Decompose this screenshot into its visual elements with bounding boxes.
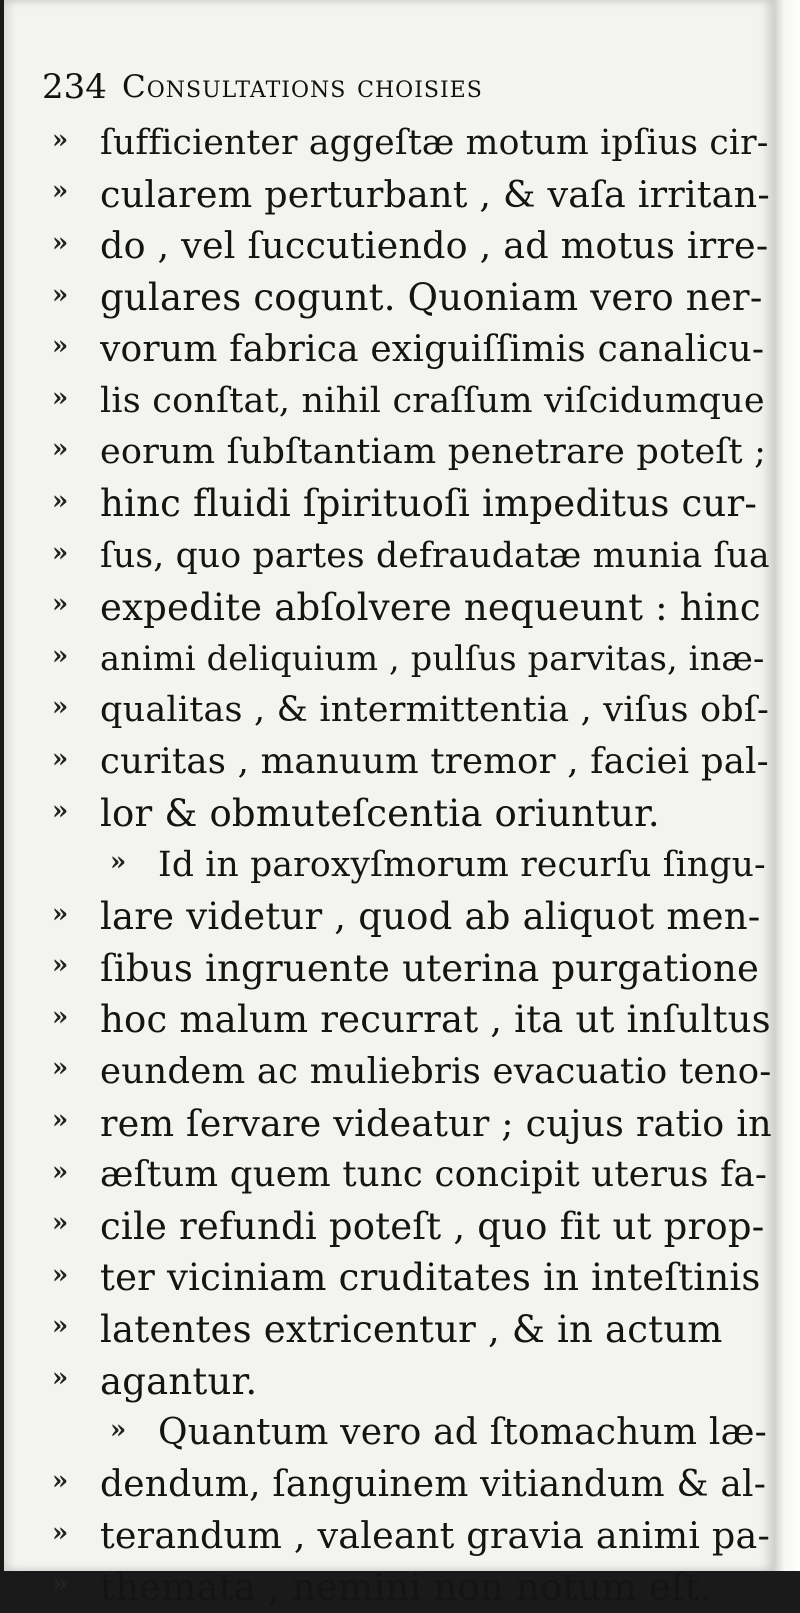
- quote-mark: »: [52, 589, 67, 620]
- quote-mark: »: [52, 1208, 67, 1239]
- quote-mark: »: [52, 227, 67, 258]
- text-line: [52, 478, 772, 530]
- text-line: [52, 117, 772, 169]
- quote-mark: »: [52, 950, 67, 981]
- text-line: [52, 736, 772, 788]
- quote-mark: »: [52, 692, 67, 723]
- line-text: cularem perturbant , & vaſa irritan-: [100, 172, 770, 216]
- page-number: 234: [42, 67, 107, 107]
- text-line: [52, 994, 772, 1046]
- quote-mark: »: [52, 1363, 67, 1394]
- quote-mark: »: [52, 1156, 67, 1187]
- text-line: [52, 427, 772, 479]
- text-line: [52, 943, 772, 995]
- line-text: eundem ac muliebris evacuatio teno-: [100, 1050, 772, 1092]
- line-text: terandum , valeant gravia animi pa-: [100, 1514, 770, 1558]
- text-line: [52, 1510, 772, 1562]
- line-text: vorum fabrica exiguiſſimis canalicu-: [100, 328, 765, 370]
- text-line: [52, 220, 772, 272]
- line-text: Quantum vero ad ſtomachum læ-: [158, 1412, 767, 1454]
- text-line: [52, 1097, 772, 1149]
- quote-mark: »: [110, 1414, 125, 1445]
- text-line: [52, 1407, 772, 1459]
- page-header: [42, 62, 742, 112]
- text-line: [52, 375, 772, 427]
- text-line: [52, 891, 772, 943]
- text-line: [52, 530, 772, 582]
- body-text: [52, 117, 772, 1613]
- quote-mark: »: [52, 485, 67, 516]
- text-line: [52, 1355, 772, 1407]
- quote-mark: »: [52, 434, 67, 465]
- quote-mark: »: [52, 743, 67, 774]
- line-text: lor & obmuteſcentia oriuntur.: [100, 792, 660, 836]
- quote-mark: »: [52, 124, 67, 155]
- text-line: [52, 1458, 772, 1510]
- quote-mark: »: [52, 1001, 67, 1032]
- line-text: latentes extricentur , & in actum: [100, 1307, 723, 1351]
- quote-mark: »: [52, 1311, 67, 1342]
- line-text: ſus, quo partes defraudatæ munia ſua: [100, 535, 770, 576]
- text-line: [52, 839, 772, 891]
- line-text: æſtum quem tunc concipit uterus fa-: [100, 1154, 768, 1196]
- text-line: [52, 581, 772, 633]
- running-head: Consultations choisies: [122, 69, 483, 105]
- text-line: [52, 1200, 772, 1252]
- text-line: [52, 633, 772, 685]
- quote-mark: »: [52, 331, 67, 362]
- quote-mark: »: [52, 795, 67, 826]
- quote-mark: »: [52, 1259, 67, 1290]
- line-text: expedite abſolvere nequeunt : hinc: [100, 585, 761, 629]
- text-line: [52, 323, 772, 375]
- line-text: ter viciniam cruditates in inteſtinis: [100, 1256, 761, 1300]
- quote-mark: »: [110, 847, 125, 878]
- quote-mark: »: [52, 537, 67, 568]
- line-text: agantur.: [100, 1359, 258, 1403]
- text-line: [52, 272, 772, 324]
- book-page: [4, 0, 774, 1609]
- text-line: [52, 1149, 772, 1201]
- line-text: ſufficienter aggeſtæ motum ipſius cir-: [100, 122, 769, 163]
- quote-mark: »: [52, 1569, 67, 1600]
- quote-mark: »: [52, 1105, 67, 1136]
- line-text: qualitas , & intermittentia , viſus obſ-: [100, 690, 770, 731]
- line-text: do , vel ſuccutiendo , ad motus irre-: [100, 224, 769, 268]
- text-line: [52, 1046, 772, 1098]
- line-text: animi deliquium , pulſus parvitas, inæ-: [100, 639, 765, 679]
- line-text: cile refundi poteſt , quo fit ut prop-: [100, 1204, 765, 1248]
- line-text: ſibus ingruente uterina purgatione: [100, 946, 760, 990]
- line-text: dendum, ſanguinem vitiandum & al-: [100, 1463, 767, 1505]
- text-line: [52, 788, 772, 840]
- line-text: lis conſtat, nihil craſſum viſcidumque: [100, 380, 765, 421]
- quote-mark: »: [52, 1517, 67, 1548]
- page-edge: [774, 0, 800, 1571]
- quote-mark: »: [52, 279, 67, 310]
- quote-mark: »: [52, 640, 67, 671]
- line-text: curitas , manuum tremor , faciei pal-: [100, 741, 769, 783]
- line-text: hinc fluidi ſpirituoſi impeditus cur-: [100, 482, 758, 526]
- line-text: lare videtur , quod ab aliquot men-: [100, 895, 761, 939]
- line-text: eorum ſubſtantiam penetrare poteſt ;: [100, 432, 767, 473]
- text-line: [52, 169, 772, 221]
- text-line: [52, 1304, 772, 1356]
- quote-mark: »: [52, 1466, 67, 1497]
- line-text: Id in paroxyſmorum recurſu ſingu-: [158, 845, 766, 886]
- quote-mark: »: [52, 898, 67, 929]
- line-text: gulares cogunt. Quoniam vero ner-: [100, 276, 763, 320]
- quote-mark: »: [52, 176, 67, 207]
- line-text: themata , nemini non notum eſt.: [100, 1565, 712, 1609]
- line-text: rem ſervare videatur ; cujus ratio in: [100, 1101, 772, 1145]
- text-line: [52, 1252, 772, 1304]
- quote-mark: »: [52, 382, 67, 413]
- text-line: [52, 685, 772, 737]
- quote-mark: »: [52, 1053, 67, 1084]
- text-line: [52, 1562, 772, 1613]
- line-text: hoc malum recurrat , ita ut inſultus: [100, 998, 771, 1042]
